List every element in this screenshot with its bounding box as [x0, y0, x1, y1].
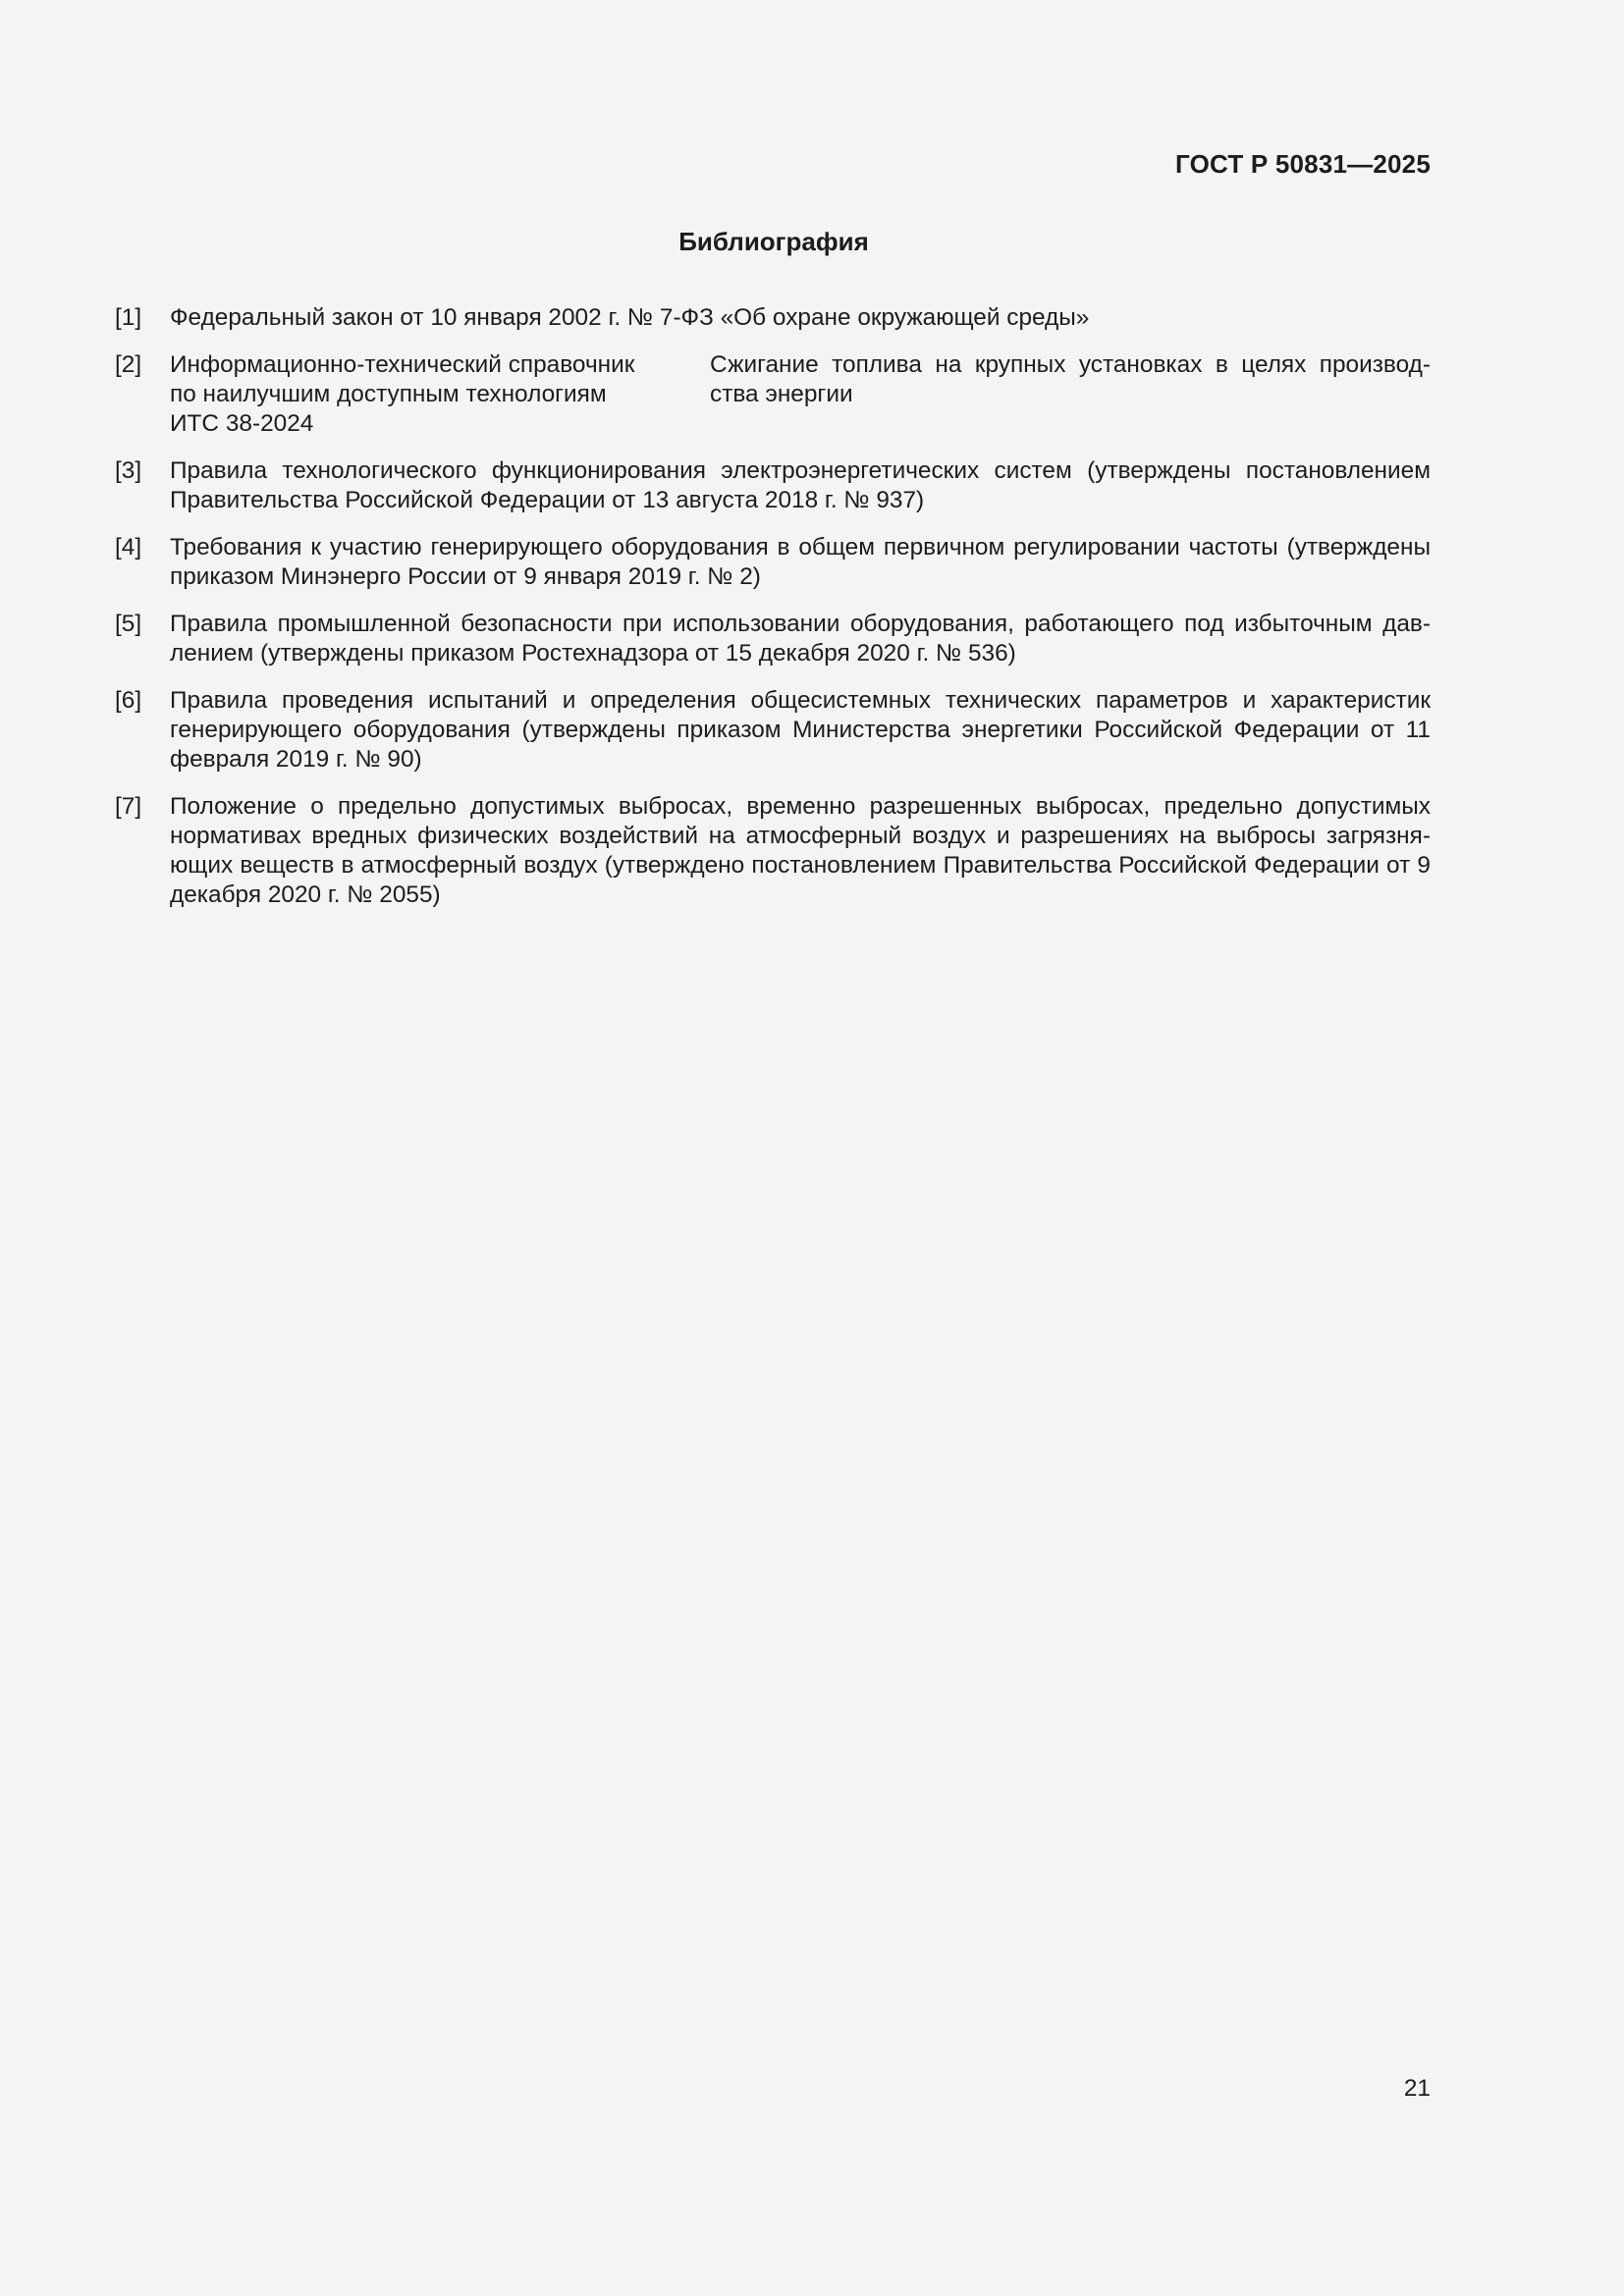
bibliography-entry-5 [115, 610, 1431, 668]
entry-source-title: Сжигание топлива на крупных установках в целях производ-ства энергии [710, 351, 1431, 407]
page-title: Библиография [678, 227, 869, 256]
entry-number: [2] [115, 351, 142, 378]
bibliography-list [115, 303, 1431, 928]
entry-source-line: ИТС 38-2024 [170, 410, 314, 437]
bibliography-entry-1 [115, 303, 1431, 333]
entry-number: [5] [115, 611, 142, 637]
entry-text: Федеральный закон от 10 января 2002 г. № 7-ФЗ «Об охране окружающей среды» [170, 304, 1090, 331]
bibliography-entry-2 [115, 350, 1431, 439]
entry-source [170, 350, 710, 439]
entry-source-line: по наилучшим доступным технологиям [170, 381, 607, 407]
entry-number: [1] [115, 304, 142, 331]
document-code: ГОСТ Р 50831—2025 [1175, 149, 1431, 179]
entry-source-line: Информационно-технический справочник [170, 351, 635, 378]
entry-text: Требования к участию генерирующего оборудования в общем первичном регулировании частоты (утверждены приказом Минэнерго России от 9 января 2019 г. № 2) [170, 534, 1431, 590]
entry-number: [3] [115, 457, 142, 484]
page-number: 21 [1403, 2075, 1431, 2102]
entry-number: [7] [115, 793, 142, 820]
bibliography-entry-4 [115, 533, 1431, 592]
bibliography-entry-6 [115, 686, 1431, 774]
entry-text: Правила технологического функционирования электроэнергетических систем (утверждены постановлением Правительства Российской Федерации от 13 августа 2018 г. № 937) [170, 457, 1431, 513]
entry-text: Правила проведения испытаний и определения общесистемных технических параметров и характеристик генерирующего оборудования (утверждены приказом Министерства энергетики Российской Федерации от 11 февраля 2019 г. № 90) [170, 687, 1431, 773]
entry-text: Правила промышленной безопасности при использовании оборудования, работающего под избыточным дав-лением (утверждены приказом Ростехнадзора от 15 декабря 2020 г. № 536) [170, 611, 1431, 667]
entry-number: [6] [115, 687, 142, 714]
entry-number: [4] [115, 534, 142, 561]
bibliography-entry-7 [115, 792, 1431, 910]
entry-two-column [170, 350, 1431, 439]
bibliography-entry-3 [115, 456, 1431, 515]
entry-text: Положение о предельно допустимых выбросах, временно разрешенных выбросах, предельно допустимых нормативах вредных физических воздействий на атмосферный воздух и разрешениях на выбросы загрязня-ющих веществ в атмосферный воздух (утверждено постановлением Правительства Российской Федерации от 9 декабря 2020 г. № 2055) [170, 793, 1431, 908]
